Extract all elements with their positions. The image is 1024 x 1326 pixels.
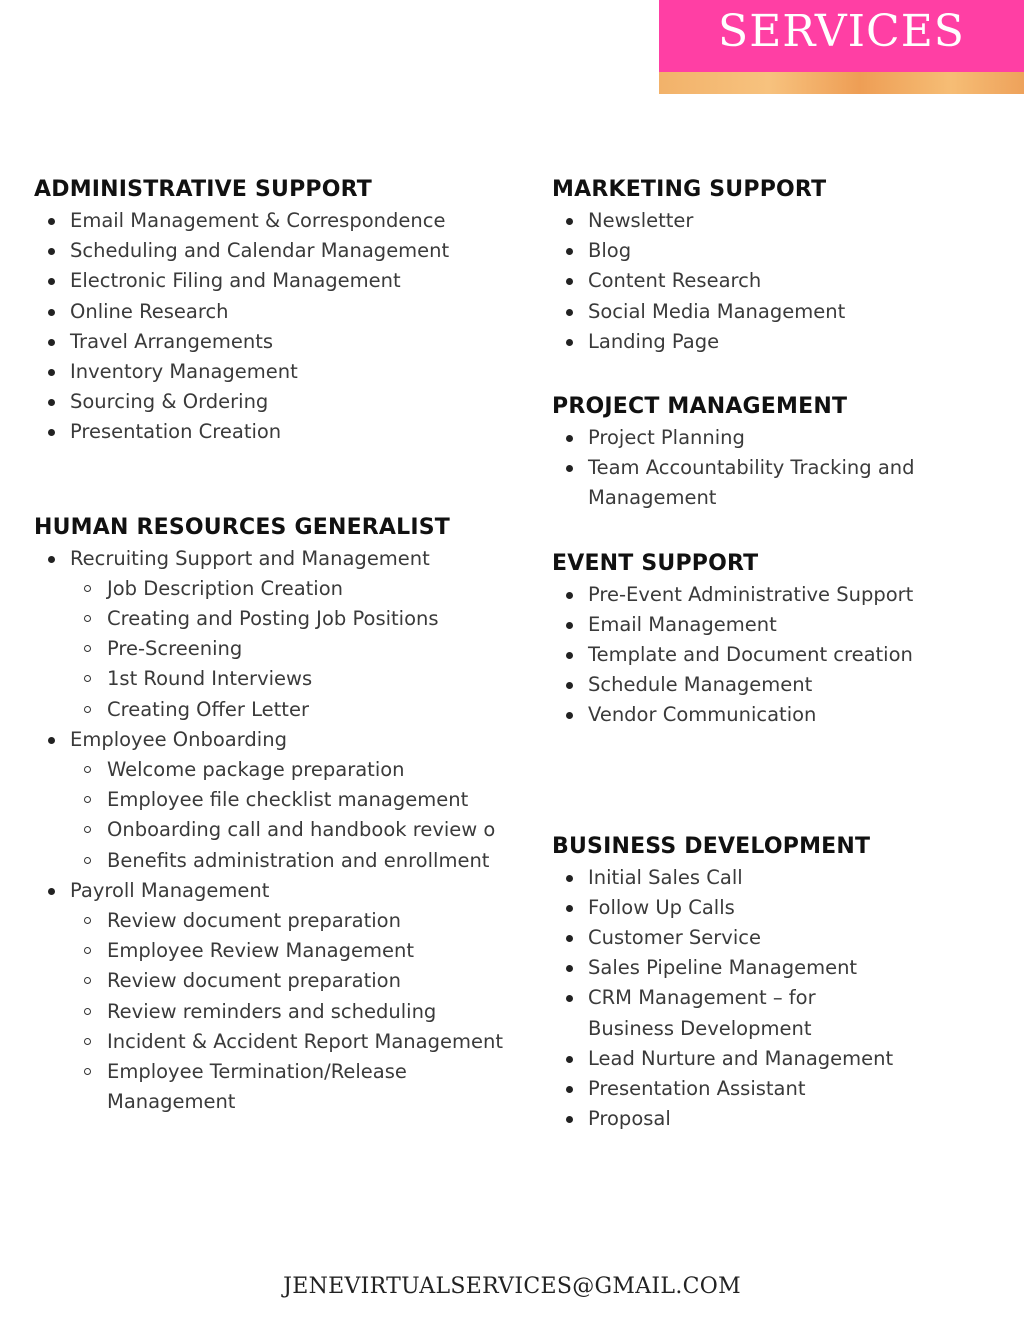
section-title: BUSINESS DEVELOPMENT [552, 833, 871, 859]
sub-list-item: Welcome package preparation [34, 755, 534, 785]
list-item: Content Research [552, 266, 1002, 296]
service-list [552, 206, 1002, 357]
sub-list-item: Review reminders and scheduling [34, 997, 534, 1027]
list-item: Email Management [552, 610, 1002, 640]
section-title: HUMAN RESOURCES GENERALIST [34, 514, 451, 540]
sub-list-item: Benefits administration and enrollment [34, 846, 534, 876]
sub-list-item: Employee Termination/Release Management [34, 1057, 467, 1117]
section-title: ADMINISTRATIVE SUPPORT [34, 177, 372, 202]
list-item: Vendor Communication [552, 700, 1002, 730]
list-item: Email Management & Correspondence [34, 206, 534, 236]
section-marketing-support [552, 174, 1002, 357]
right-column [552, 174, 1002, 1134]
contact-email[interactable]: JENEVIRTUALSERVICES@GMAIL.COM [283, 1274, 741, 1299]
section-business-development [552, 831, 1002, 1135]
list-item: Team Accountability Tracking and Management [552, 453, 948, 513]
section-title: MARKETING SUPPORT [552, 177, 827, 202]
list-item: Presentation Assistant [552, 1074, 1002, 1104]
list-item: Sales Pipeline Management [552, 953, 1002, 983]
sub-list-item: Employee Review Management [34, 936, 534, 966]
list-item: Newsletter [552, 206, 1002, 236]
sub-list-item: Creating and Posting Job Positions [34, 604, 534, 634]
sub-list-item: Job Description Creation [34, 574, 534, 604]
sub-list-item: Employee file checklist management [34, 785, 534, 815]
list-item: Initial Sales Call [552, 863, 1002, 893]
list-item: Electronic Filing and Management [34, 266, 534, 296]
list-item: Template and Document creation [552, 640, 1002, 670]
page-title: SERVICES [718, 6, 965, 57]
list-item: Social Media Management [552, 297, 1002, 327]
sub-list-item: Creating Offer Letter [34, 695, 534, 725]
left-column [34, 174, 534, 1117]
list-item: Proposal [552, 1104, 1002, 1134]
services-banner [659, 0, 1024, 94]
list-item: Customer Service [552, 923, 1002, 953]
sub-list-item: Incident & Accident Report Management [34, 1027, 534, 1057]
section-title: PROJECT MANAGEMENT [552, 394, 848, 420]
list-item: Sourcing & Ordering [34, 387, 534, 417]
list-item: Travel Arrangements [34, 327, 534, 357]
list-item: Recruiting Support and Management [34, 544, 534, 574]
sub-list-item: Review document preparation [34, 966, 534, 996]
service-list [34, 206, 534, 448]
list-item: Schedule Management [552, 670, 1002, 700]
list-item: Presentation Creation [34, 417, 534, 447]
sub-list-item: Onboarding call and handbook review o [34, 815, 534, 845]
sub-list-item: Pre-Screening [34, 634, 534, 664]
sub-list-item: Review document preparation [34, 906, 534, 936]
section-title: EVENT SUPPORT [552, 550, 759, 576]
service-list [552, 423, 1002, 514]
list-item: CRM Management – for Business Development [552, 983, 868, 1043]
list-item: Pre-Event Administrative Support [552, 580, 1002, 610]
list-item: Inventory Management [34, 357, 534, 387]
list-item: Online Research [34, 297, 534, 327]
list-item: Follow Up Calls [552, 893, 1002, 923]
section-human-resources [34, 512, 534, 1118]
list-item: Landing Page [552, 327, 1002, 357]
list-item: Project Planning [552, 423, 1002, 453]
list-item: Blog [552, 236, 1002, 266]
section-event-support [552, 548, 1002, 731]
list-item: Payroll Management [34, 876, 534, 906]
banner-gold-strip [659, 72, 1024, 94]
section-project-management [552, 391, 1002, 514]
list-item: Scheduling and Calendar Management [34, 236, 534, 266]
service-list [552, 863, 1002, 1135]
service-list [34, 544, 534, 1118]
list-item: Employee Onboarding [34, 725, 534, 755]
sub-list-item: 1st Round Interviews [34, 664, 534, 694]
section-administrative-support [34, 174, 534, 448]
list-item: Lead Nurture and Management [552, 1044, 1002, 1074]
service-list [552, 580, 1002, 731]
